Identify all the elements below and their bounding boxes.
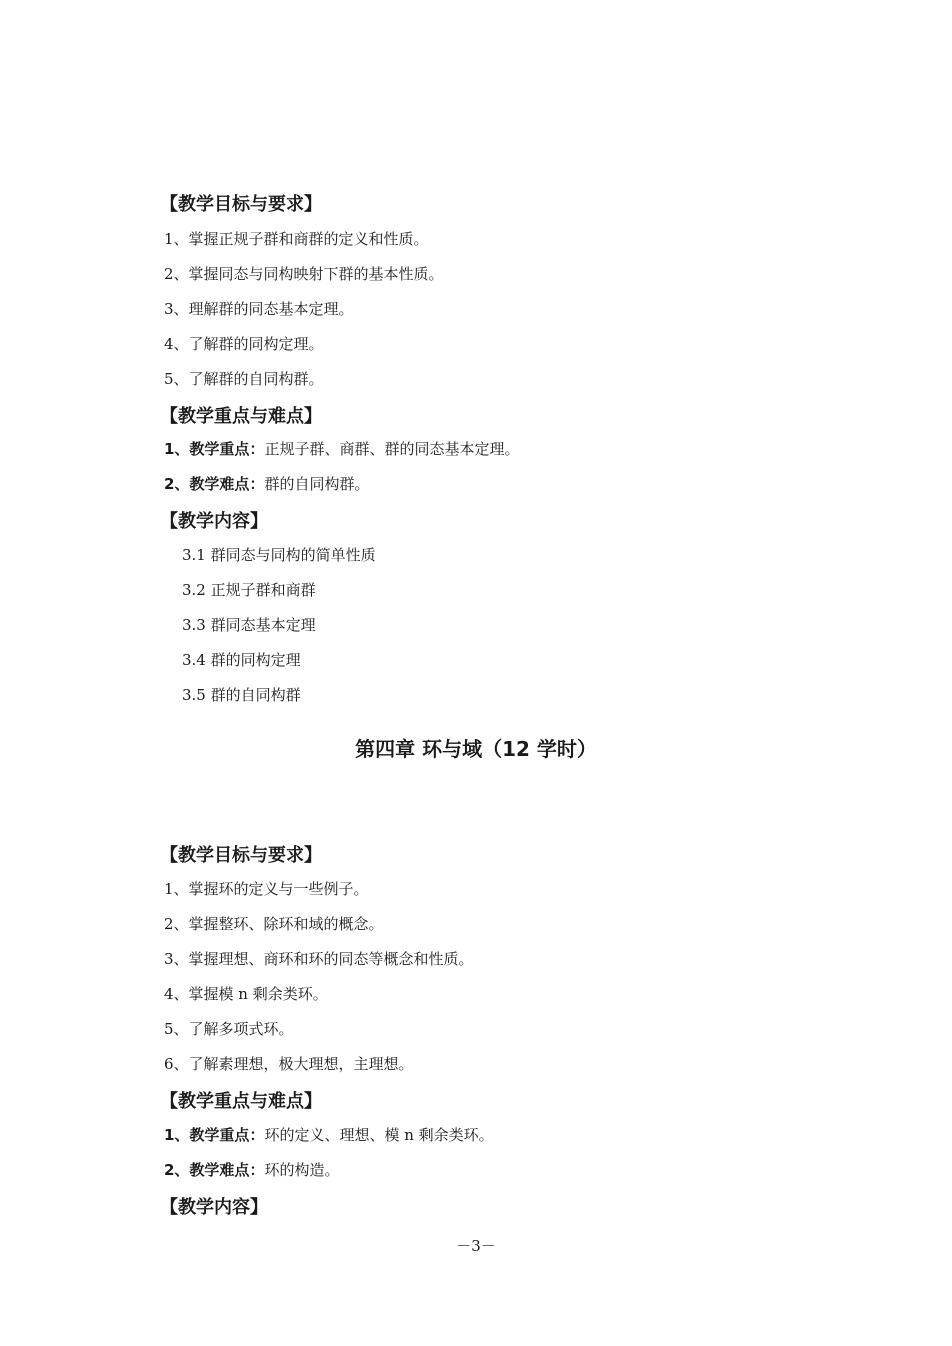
goal-item: 6、了解素理想，极大理想，主理想。	[164, 1055, 414, 1073]
content-item: 3.3 群同态基本定理	[182, 616, 316, 634]
content-item: 3.2 正规子群和商群	[182, 581, 316, 599]
section-heading-focus: 【教学重点与难点】	[160, 1091, 322, 1112]
content-item: 3.1 群同态与同构的简单性质	[182, 546, 376, 564]
goal-item: 1、掌握正规子群和商群的定义和性质。	[164, 230, 429, 248]
focus-item	[164, 473, 369, 494]
goal-item: 2、掌握同态与同构映射下群的基本性质。	[164, 265, 444, 283]
goal-item: 5、了解多项式环。	[164, 1020, 294, 1038]
focus-text: 群的自同构群。	[264, 475, 370, 493]
focus-text: 环的构造。	[264, 1161, 340, 1179]
goal-item: 3、理解群的同态基本定理。	[164, 300, 354, 318]
section-heading-goals: 【教学目标与要求】	[160, 845, 322, 866]
goal-item: 2、掌握整环、除环和域的概念。	[164, 915, 384, 933]
goal-item: 4、了解群的同构定理。	[164, 335, 324, 353]
focus-item	[164, 438, 519, 459]
focus-label: 2、教学难点：	[164, 1161, 265, 1179]
focus-item	[164, 1159, 339, 1180]
focus-label: 1、教学重点：	[164, 1126, 265, 1144]
focus-label: 1、教学重点：	[164, 440, 265, 458]
chapter-title: 第四章 环与域（12 学时）	[355, 737, 597, 761]
content-item: 3.4 群的同构定理	[182, 651, 301, 669]
page-number: －3－	[456, 1237, 496, 1255]
section-heading-goals: 【教学目标与要求】	[160, 194, 322, 215]
focus-label: 2、教学难点：	[164, 475, 265, 493]
goal-item: 4、掌握模 n 剩余类环。	[164, 985, 328, 1003]
section-heading-focus: 【教学重点与难点】	[160, 406, 322, 427]
focus-text: 正规子群、商群、群的同态基本定理。	[264, 440, 520, 458]
section-heading-content: 【教学内容】	[160, 511, 268, 532]
focus-item	[164, 1124, 494, 1145]
focus-text: 环的定义、理想、模 n 剩余类环。	[264, 1126, 494, 1144]
section-heading-content: 【教学内容】	[160, 1197, 268, 1218]
content-item: 3.5 群的自同构群	[182, 686, 301, 704]
goal-item: 5、了解群的自同构群。	[164, 370, 324, 388]
goal-item: 1、掌握环的定义与一些例子。	[164, 880, 369, 898]
goal-item: 3、掌握理想、商环和环的同态等概念和性质。	[164, 950, 474, 968]
